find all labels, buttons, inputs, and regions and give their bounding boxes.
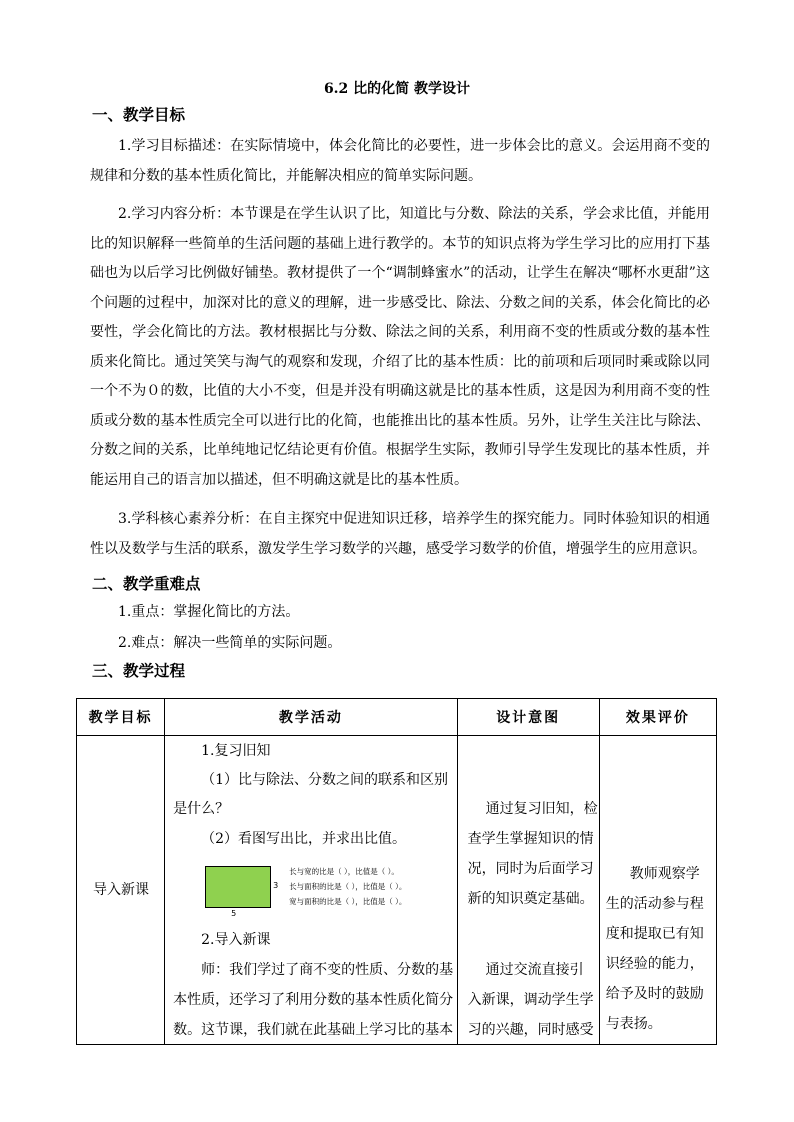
keypoint-2: 2.难点：解决一些简单的实际问题。: [118, 635, 342, 651]
rectangle-figure: [205, 866, 271, 908]
goal-paragraph-2: 2.学习内容分析：本节课是在学生认识了比，知道比与分数、除法的关系，学会求比值，并能用比的知识解释一些简单的生活问题的基础上进行教学的。本节的知识点将为学生学习比的应用打下基础也为以后学习比例做好铺垫。教材提供了一个“调制蜂蜜水”的活动，让学生在解决“哪杯水更甜”这个问题的过程中，加深对比的意义的理解，进一步感受比、除法、分数之间的关系，体会化简比的必要性，学会化简比的方法。教材根据比与分数、除法之间的关系，利用商不变的性质或分数的基本性质来化简比。通过笑笑与淘气的观察和发现，介绍了比的基本性质：比的前项和后项同时乘或除以同一个不为０的数，比值的大小不变，但是并没有明确这就是比的基本性质，这是因为利用商不变的性质或分数的基本性质完全可以进行比的化简，也能推出比的基本性质。另外，让学生关注比与除法、分数之间的关系，比单纯地记忆结论更有价值。根据学生实际，教师引导学生发现比的基本性质，并能运用自己的语言加以描述，但不明确这就是比的基本性质。: [90, 206, 710, 488]
activity-text-2: 本性质，还学习了利用分数的基本性质化简分: [173, 992, 454, 1008]
section-heading-keypoints: 二、教学重难点: [92, 575, 201, 593]
activity-question-1a: （1）比与除法、分数之间的联系和区别: [201, 772, 449, 788]
document-title: 6.2 比的化简 教学设计: [323, 81, 471, 97]
table-header-row: [77, 699, 717, 736]
keypoint-1: 1.重点：掌握化简比的方法。: [118, 604, 300, 620]
intent-line-4: 新的知识奠定基础。: [467, 891, 594, 907]
cell-evaluation: [599, 736, 716, 1045]
header-intent: 设计意图: [457, 699, 599, 736]
activity-text-1: 师：我们学过了商不变的性质、分数的基: [201, 962, 454, 978]
eval-line-5: 给予及时的鼓励: [605, 986, 704, 1002]
activity-question-1b: 是什么？: [173, 801, 230, 817]
intent-line-6: 入新课，调动学生学: [467, 992, 594, 1008]
header-activity: 教学活动: [165, 699, 457, 736]
eval-line-1: 教师观察学: [629, 866, 700, 882]
cell-intent: [457, 736, 599, 1045]
intent-line-1: 通过复习旧知，检: [485, 801, 598, 817]
intent-line-7: 习的兴趣，同时感受: [467, 1022, 594, 1038]
figure-question-2: 长与面积的比是（ ），比值是（ ）。: [289, 882, 407, 891]
process-table: [76, 698, 717, 1045]
section-heading-goals: 一、教学目标: [92, 106, 186, 124]
activity-heading-intro: 2.导入新课: [201, 932, 271, 948]
activity-heading-review: 1.复习旧知: [201, 743, 271, 759]
section-heading-process: 三、教学过程: [92, 662, 186, 680]
goal-paragraph-1: 1.学习目标描述：在实际情境中，体会化简比的必要性，进一步体会比的意义。会运用商不变的规律和分数的基本性质化简比，并能解决相应的简单实际问题。: [90, 138, 710, 184]
intent-line-5: 通过交流直接引: [485, 962, 584, 978]
cell-activity: [165, 736, 457, 1045]
figure-height-label: 3: [273, 881, 279, 890]
activity-text-3: 数。这节课，我们就在此基础上学习比的基本: [173, 1022, 454, 1038]
eval-line-6: 与表扬。: [605, 1016, 662, 1032]
goal-text: 导入新课: [93, 882, 149, 898]
intent-line-3: 况，同时为后面学习: [467, 861, 594, 877]
table-row: [77, 736, 717, 1045]
header-evaluation: 效果评价: [599, 699, 716, 736]
eval-line-3: 度和提取已有知: [605, 926, 704, 942]
activity-question-2: （2）看图写出比，并求出比值。: [201, 831, 407, 847]
figure-width-label: 5: [231, 909, 237, 918]
figure-question-1: 长与宽的比是（ ），比值是（ ）。: [289, 867, 399, 876]
intent-line-2: 查学生掌握知识的情: [467, 831, 594, 847]
cell-goal: [77, 736, 165, 1045]
eval-line-4: 识经验的能力，: [605, 956, 704, 972]
goal-paragraph-3: 3.学科核心素养分析：在自主探究中促进知识迁移，培养学生的探究能力。同时体验知识的相通性以及数学与生活的联系，激发学生学习数学的兴趣，感受学习数学的价值，增强学生的应用意识。: [90, 511, 710, 557]
figure-question-3: 宽与面积的比是（ ），比值是（ ）。: [289, 897, 407, 906]
header-goal: 教学目标: [77, 699, 165, 736]
eval-line-2: 生的活动参与程: [605, 896, 704, 912]
